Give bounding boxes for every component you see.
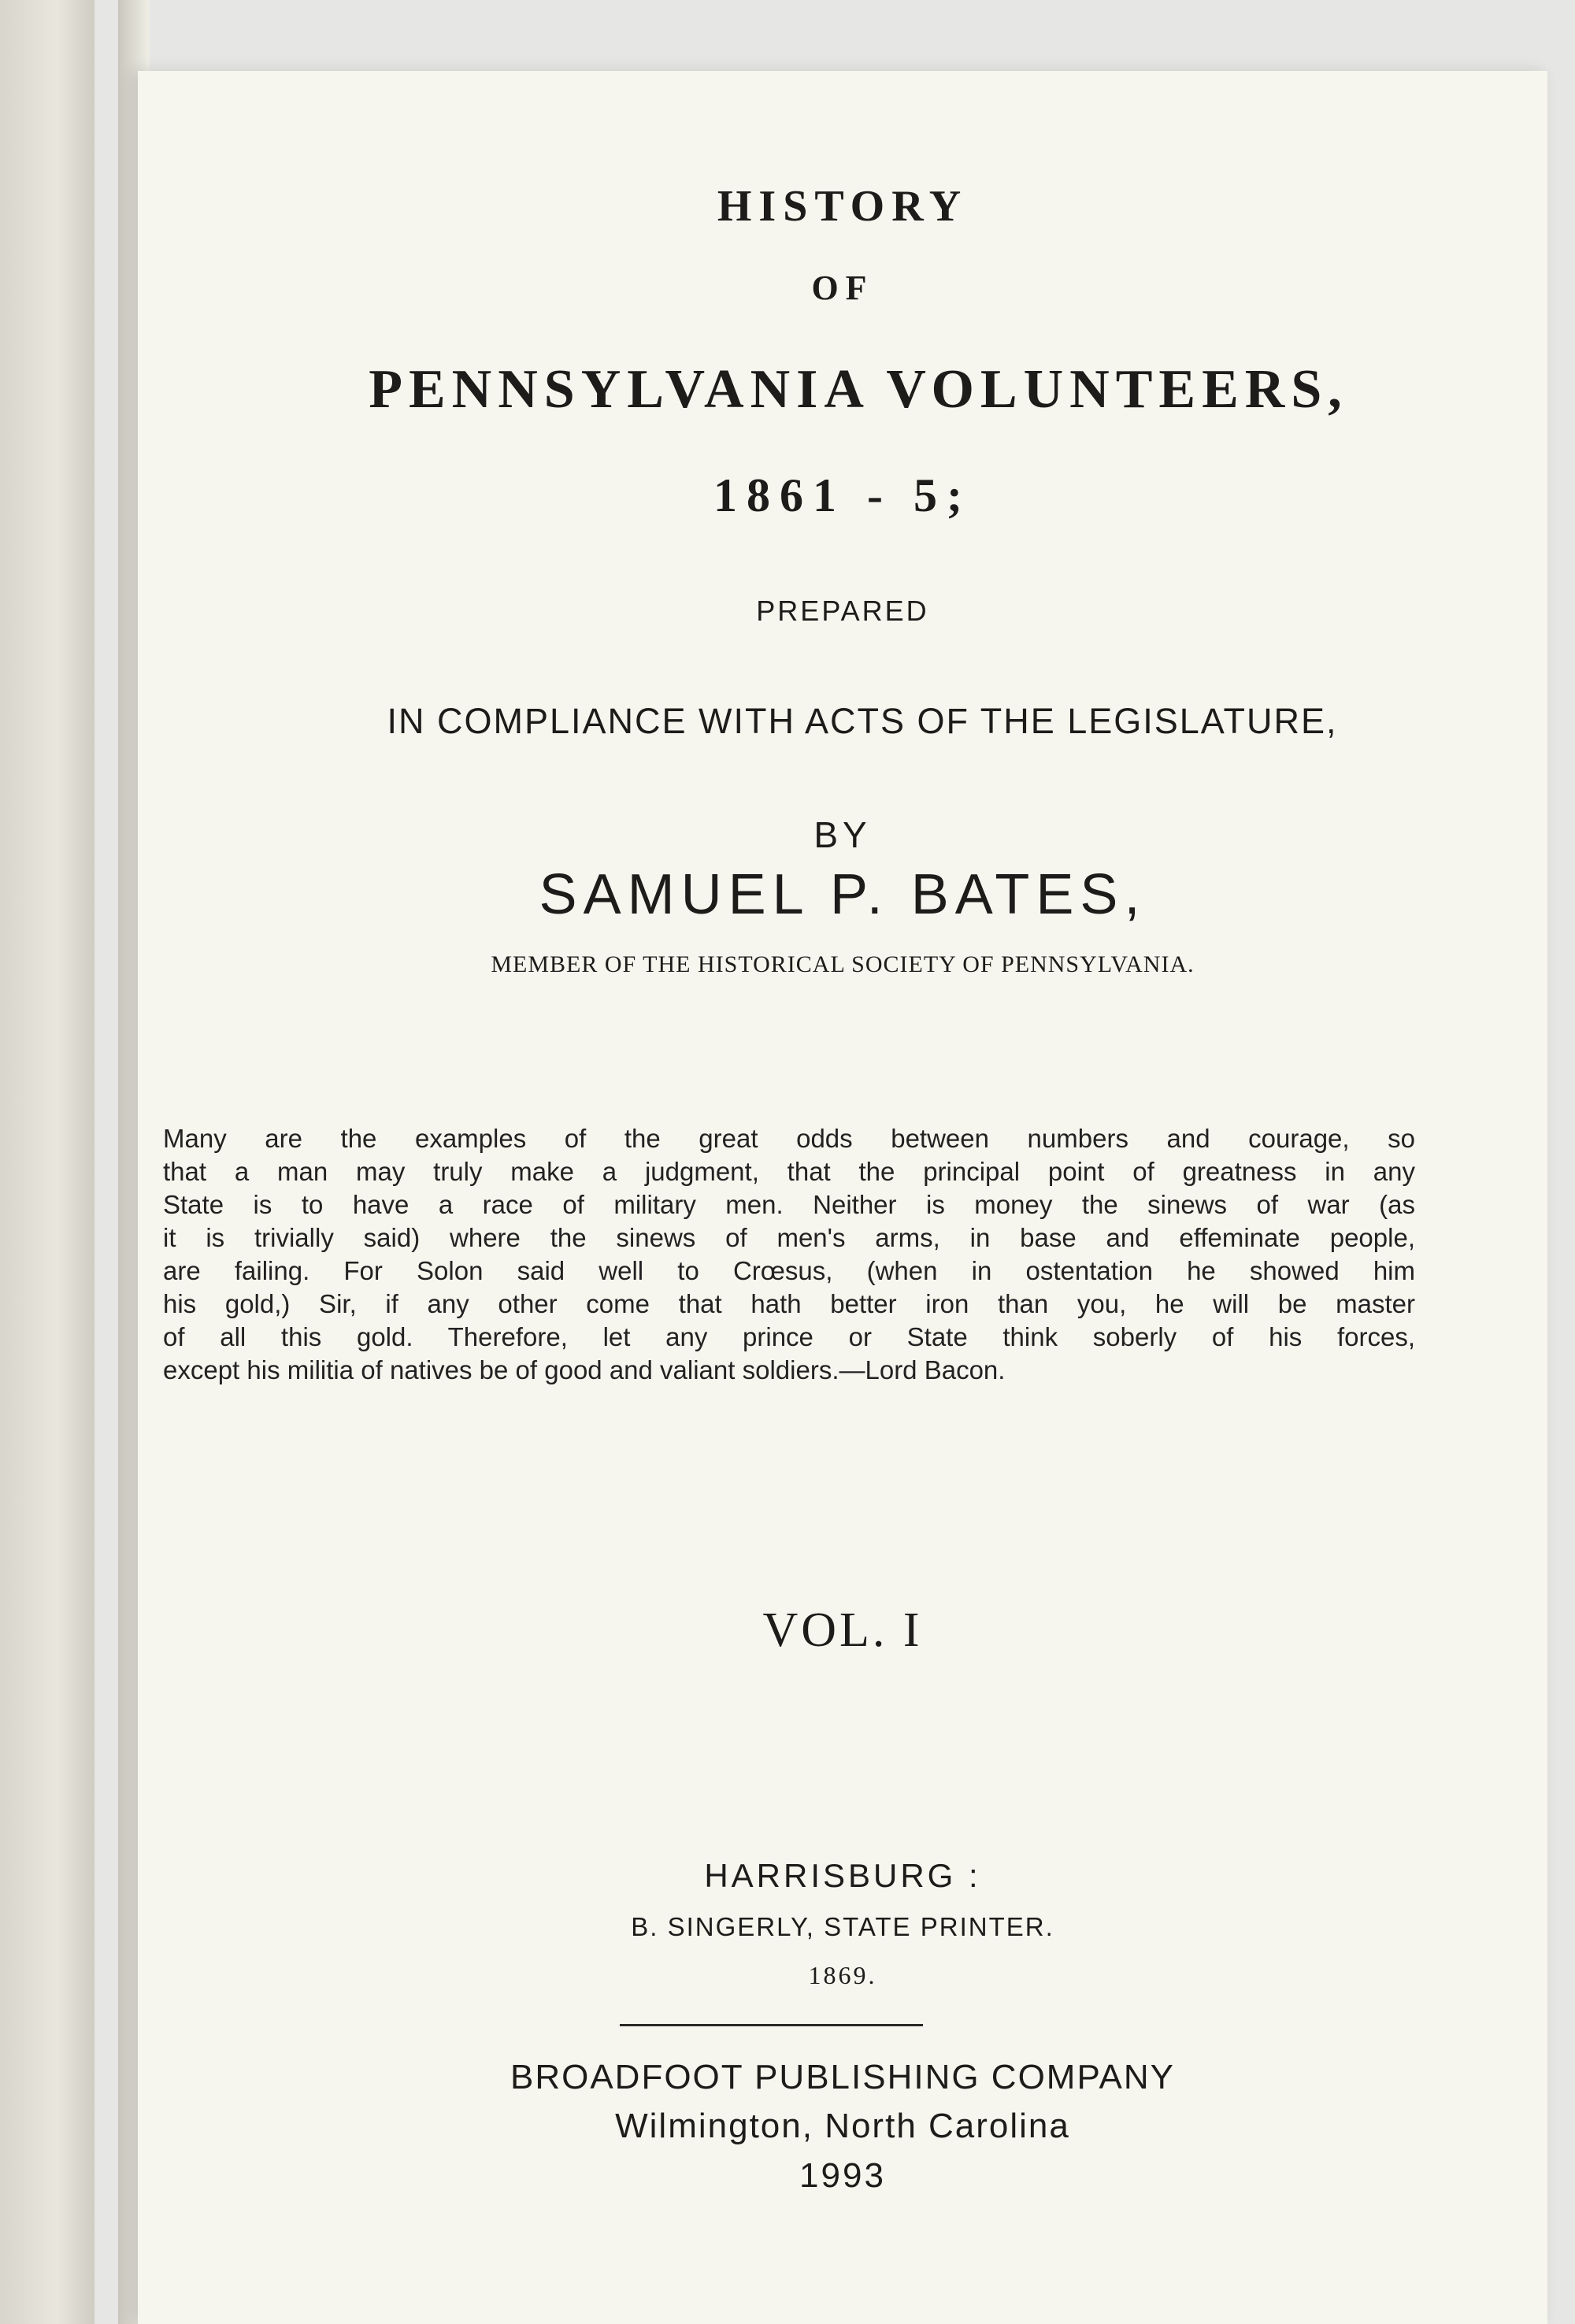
reprint-year: 1993 [799,2156,886,2195]
original-imprint-year: 1869. [808,1961,877,1989]
epigraph-line: that a man may truly make a judgment, that the principal point of greatness in any [163,1157,1415,1186]
epigraph-line: it is trivially said) where the sinews of men's arms, in base and effeminate people, [163,1223,1415,1252]
title-line-main: PENNSYLVANIA VOLUNTEERS, [369,359,1348,420]
reprint-city: Wilmington, North Carolina [615,2107,1070,2145]
title-line-history: HISTORY [717,182,969,231]
volume-label: VOL. I [762,1603,923,1657]
epigraph-line: except his militia of natives be of good and valiant soldiers.—Lord Bacon. [163,1355,1006,1384]
epigraph-line: his gold,) Sir, if any other come that hath better iron than you, he will be master [163,1289,1415,1318]
epigraph [163,1122,1415,1387]
author-name: SAMUEL P. BATES, [539,863,1147,926]
prepared-label: PREPARED [756,595,929,627]
title-line-of: OF [811,269,874,307]
epigraph-line: of all this gold. Therefore, let any prince or State think soberly of his forces, [163,1322,1415,1351]
original-imprint-city: HARRISBURG : [704,1857,981,1894]
divider-rule [620,2024,923,2026]
title-page [138,71,1547,2324]
compliance-line: IN COMPLIANCE WITH ACTS OF THE LEGISLATURE, [387,701,1338,741]
epigraph-line: are failing. For Solon said well to Crœsus, (when in ostentation he showed him [163,1256,1415,1285]
epigraph-line: State is to have a race of military men. Neither is money the sinews of war (as [163,1190,1415,1219]
original-imprint-printer: B. SINGERLY, STATE PRINTER. [631,1912,1054,1941]
book-binding [0,0,94,2324]
author-affiliation: MEMBER OF THE HISTORICAL SOCIETY OF PENNSYLVANIA. [491,951,1195,977]
title-line-years: 1861 - 5; [713,469,972,521]
epigraph-line: Many are the examples of the great odds between numbers and courage, so [163,1124,1415,1153]
by-label: BY [813,814,872,855]
reprint-publisher: BROADFOOT PUBLISHING COMPANY [510,2058,1176,2096]
